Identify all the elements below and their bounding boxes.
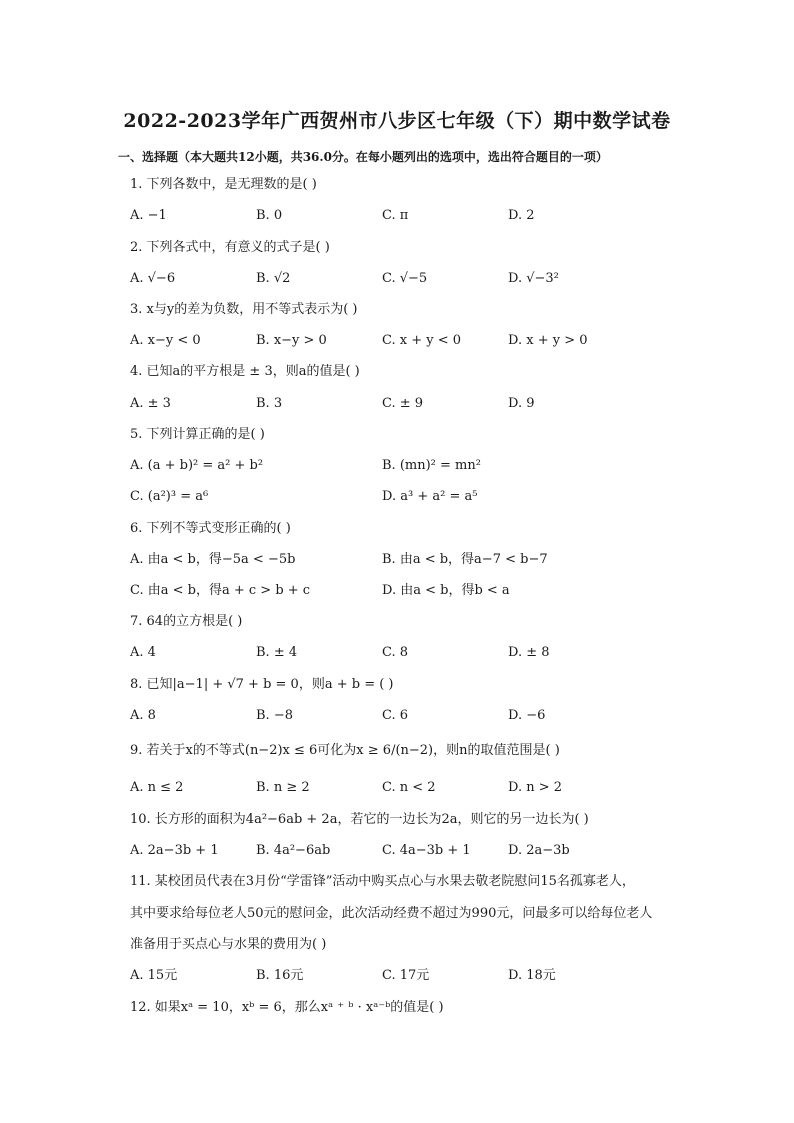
question-11-option-c[interactable]: C. 17元 [382, 968, 430, 983]
question-12-stem: 12. 如果xᵃ = 10，xᵇ = 6，那么xᵃ ⁺ ᵇ · xᵃ⁻ᵇ的值是( ) [130, 1000, 444, 1015]
question-6-option-a[interactable]: A. 由a < b，得−5a < −5b [130, 552, 296, 567]
question-3-option-b[interactable]: B. x−y > 0 [256, 333, 327, 348]
question-5-stem: 5. 下列计算正确的是( ) [130, 427, 265, 442]
question-4-option-a[interactable]: A. ± 3 [130, 396, 171, 411]
question-10-option-d[interactable]: D. 2a−3b [508, 843, 570, 858]
question-8-option-a[interactable]: A. 8 [130, 708, 156, 723]
question-4-option-b[interactable]: B. 3 [256, 396, 283, 411]
question-1-option-b[interactable]: B. 0 [256, 208, 283, 223]
question-2-option-a[interactable]: A. √−6 [130, 271, 176, 286]
question-3-option-d[interactable]: D. x + y > 0 [508, 333, 588, 348]
question-11-stem-line-1: 11. 某校团员代表在3月份“学雷锋”活动中购买点心与水果去敬老院慰问15名孤寡老人， [130, 874, 635, 889]
question-3-option-c[interactable]: C. x + y < 0 [382, 333, 462, 348]
question-2-stem: 2. 下列各式中，有意义的式子是( ) [130, 240, 330, 255]
question-9-option-d[interactable]: D. n > 2 [508, 780, 563, 795]
question-8-option-c[interactable]: C. 6 [382, 708, 409, 723]
question-6-option-c[interactable]: C. 由a < b，得a + c > b + c [130, 583, 311, 598]
question-9-option-a[interactable]: A. n ≤ 2 [130, 780, 184, 795]
question-11-stem-line-2: 其中要求给每位老人50元的慰问金，此次活动经费不超过为990元，问最多可以给每位老人 [130, 906, 653, 921]
question-6-option-b[interactable]: B. 由a < b，得a−7 < b−7 [382, 552, 548, 567]
question-8-option-d[interactable]: D. −6 [508, 708, 546, 723]
question-10-option-a[interactable]: A. 2a−3b + 1 [130, 843, 219, 858]
question-9-option-b[interactable]: B. n ≥ 2 [256, 780, 310, 795]
question-2-option-b[interactable]: B. √2 [256, 271, 291, 286]
question-8-option-b[interactable]: B. −8 [256, 708, 293, 723]
question-2-option-d[interactable]: D. √−3² [508, 271, 559, 286]
section-heading: 一、选择题（本大题共12小题，共36.0分。在每小题列出的选项中，选出符合题目的一项） [118, 150, 608, 164]
question-10-option-b[interactable]: B. 4a²−6ab [256, 843, 331, 858]
question-8-stem: 8. 已知|a−1| + √7 + b = 0，则a + b = ( ) [130, 677, 394, 692]
question-5-option-b[interactable]: B. (mn)² = mn² [382, 458, 481, 473]
question-11-option-a[interactable]: A. 15元 [130, 968, 178, 983]
question-7-option-d[interactable]: D. ± 8 [508, 645, 550, 660]
question-4-option-c[interactable]: C. ± 9 [382, 396, 424, 411]
question-11-option-d[interactable]: D. 18元 [508, 968, 556, 983]
question-1-option-a[interactable]: A. −1 [130, 208, 167, 223]
question-7-option-c[interactable]: C. 8 [382, 645, 409, 660]
question-2-option-c[interactable]: C. √−5 [382, 271, 428, 286]
question-10-stem: 10. 长方形的面积为4a²−6ab + 2a，若它的一边长为2a，则它的另一边长为( ) [130, 812, 589, 827]
question-11-stem-line-3: 准备用于买点心与水果的费用为( ) [130, 937, 327, 952]
question-7-stem: 7. 64的立方根是( ) [130, 614, 243, 629]
question-1-stem: 1. 下列各数中，是无理数的是( ) [130, 177, 317, 192]
question-7-option-b[interactable]: B. ± 4 [256, 645, 298, 660]
question-5-option-a[interactable]: A. (a + b)² = a² + b² [130, 458, 264, 473]
question-11-option-b[interactable]: B. 16元 [256, 968, 304, 983]
question-3-option-a[interactable]: A. x−y < 0 [130, 333, 201, 348]
question-9-stem: 9. 若关于x的不等式(n−2)x ≤ 6可化为x ≥ 6/(n−2)，则n的取值范围是( ) [130, 743, 560, 758]
question-4-stem: 4. 已知a的平方根是 ± 3，则a的值是( ) [130, 364, 360, 379]
question-1-option-d[interactable]: D. 2 [508, 208, 535, 223]
question-3-stem: 3. x与y的差为负数，用不等式表示为( ) [130, 302, 358, 317]
question-1-option-c[interactable]: C. π [382, 208, 409, 223]
question-6-option-d[interactable]: D. 由a < b，得b < a [382, 583, 510, 598]
question-9-option-c[interactable]: C. n < 2 [382, 780, 436, 795]
question-6-stem: 6. 下列不等式变形正确的( ) [130, 521, 291, 536]
question-7-option-a[interactable]: A. 4 [130, 645, 156, 660]
question-10-option-c[interactable]: C. 4a−3b + 1 [382, 843, 471, 858]
exam-title: 2022-2023学年广西贺州市八步区七年级（下）期中数学试卷 [123, 110, 671, 132]
question-4-option-d[interactable]: D. 9 [508, 396, 535, 411]
question-5-option-d[interactable]: D. a³ + a² = a⁵ [382, 489, 478, 504]
question-5-option-c[interactable]: C. (a²)³ = a⁶ [130, 489, 209, 504]
